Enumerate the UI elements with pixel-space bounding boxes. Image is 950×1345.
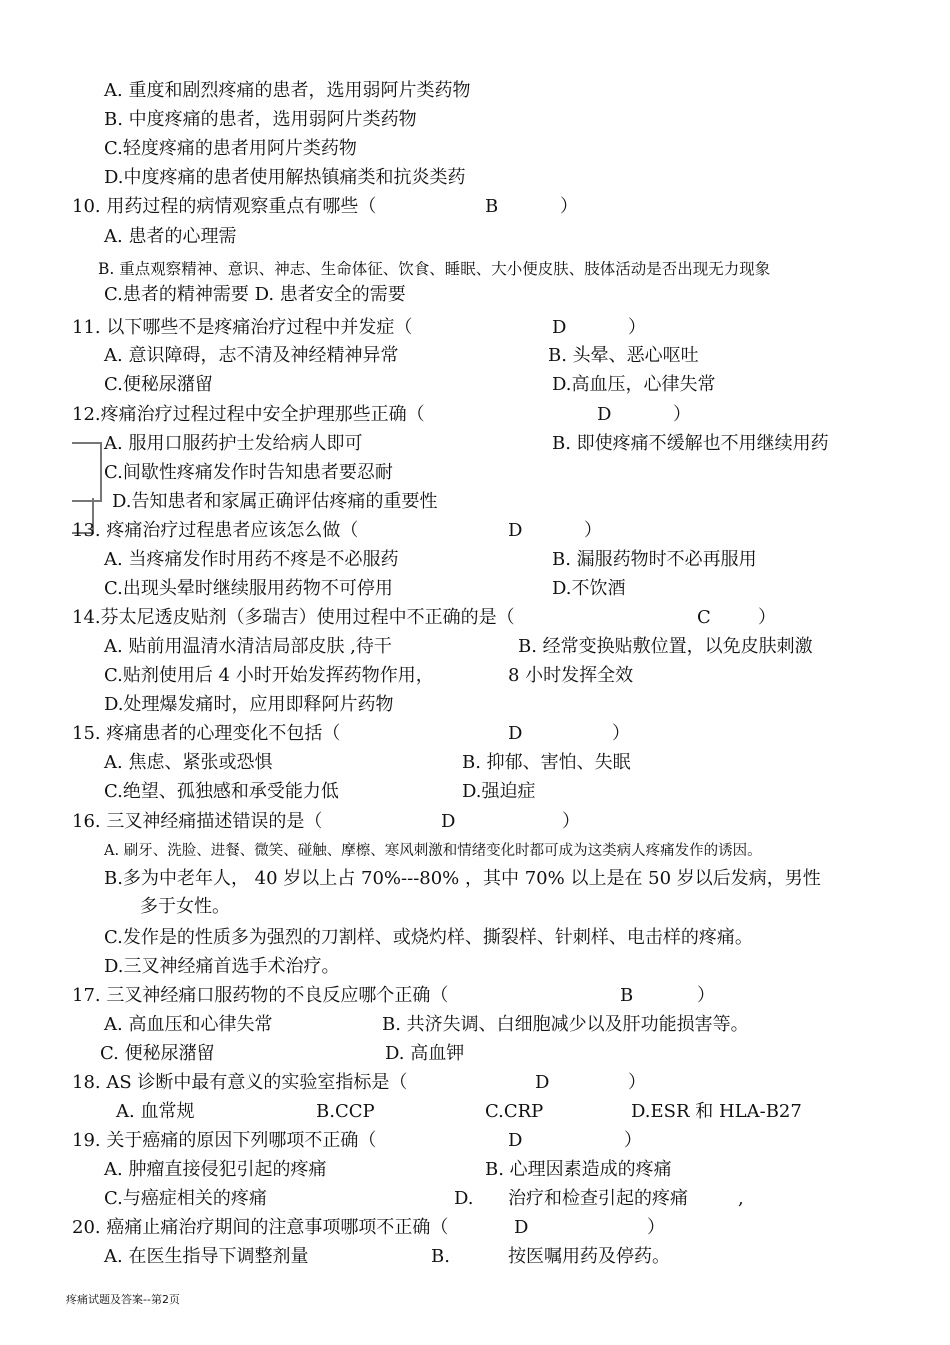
option-c: C. 便秘尿潴留 — [100, 1043, 215, 1064]
question-15-close: ） — [612, 723, 630, 744]
option-c: C.绝望、孤独感和承受能力低 — [104, 781, 339, 802]
option-b: B.多为中老年人， 40 岁以上占 70%---80% ，其中 70% 以上是在 50 岁以后发病，男性 — [104, 868, 821, 889]
answer-11: D — [552, 317, 567, 338]
option-a: A. 肿瘤直接侵犯引起的疼痛 — [104, 1159, 327, 1180]
option-b: B.CCP — [316, 1101, 375, 1122]
option-b: B. 经常变换贴敷位置，以免皮肤刺激 — [518, 636, 813, 657]
option-c: C.与癌症相关的疼痛 — [104, 1188, 267, 1209]
question-11: 11. 以下哪些不是疼痛治疗过程中并发症（ — [72, 317, 413, 338]
option-b: 按医嘱用药及停药。 — [508, 1246, 670, 1267]
option-a: A. 刷牙、洗脸、进餐、微笑、碰触、摩檫、寒风刺激和情绪变化时都可成为这类病人疼痛发作的诱因。 — [104, 843, 762, 859]
question-19-close: ） — [624, 1130, 642, 1151]
answer-20: D — [514, 1217, 529, 1238]
option-b: B. 头晕、恶心呕吐 — [548, 345, 699, 366]
option-b: B. 中度疼痛的患者，选用弱阿片类药物 — [104, 109, 417, 130]
question-20: 20. 癌痛止痛治疗期间的注意事项哪项不正确（ — [72, 1217, 449, 1238]
question-14: 14.芬太尼透皮贴剂（多瑞吉）使用过程中不正确的是（ — [72, 607, 515, 628]
option-b: B. 漏服药物时不必再服用 — [552, 549, 757, 570]
option-c: C.便秘尿潴留 — [104, 374, 213, 395]
option-c-cont: 8 小时发挥全效 — [508, 665, 634, 686]
question-17: 17. 三叉神经痛口服药物的不良反应哪个正确（ — [72, 985, 449, 1006]
question-20-close: ） — [647, 1217, 665, 1238]
question-13-close: ） — [584, 520, 602, 541]
question-13: 13. 疼痛治疗过程患者应该怎么做（ — [72, 520, 359, 541]
answer-15: D — [508, 723, 523, 744]
option-d: D. 高血钾 — [385, 1043, 465, 1064]
option-d: D.ESR 和 HLA-B27 — [631, 1101, 802, 1122]
option-a: A. 焦虑、紧张或恐惧 — [104, 752, 273, 773]
margin-bracket — [72, 442, 102, 502]
question-11-close: ） — [628, 317, 646, 338]
option-a: A. 重度和剧烈疼痛的患者，选用弱阿片类药物 — [104, 80, 471, 101]
option-b: B. 共济失调、白细胞减少以及肝功能损害等。 — [382, 1014, 749, 1035]
question-16: 16. 三叉神经痛描述错误的是（ — [72, 811, 323, 832]
answer-18: D — [535, 1072, 550, 1093]
option-c: C.CRP — [485, 1101, 544, 1122]
answer-16: D — [441, 811, 456, 832]
question-12: 12.疼痛治疗过程过程中安全护理那些正确（ — [72, 404, 425, 425]
option-b-cont: 多于女性。 — [140, 896, 230, 917]
question-18-close: ） — [628, 1072, 646, 1093]
question-19: 19. 关于癌痛的原因下列哪项不正确（ — [72, 1130, 377, 1151]
question-15: 15. 疼痛患者的心理变化不包括（ — [72, 723, 341, 744]
option-c: C.发作是的性质多为强烈的刀割样、或烧灼样、撕裂样、针刺样、电击样的疼痛。 — [104, 927, 753, 948]
answer-17: B — [620, 985, 634, 1006]
option-d: D.告知患者和家属正确评估疼痛的重要性 — [112, 491, 438, 512]
option-d: D.处理爆发痛时，应用即释阿片药物 — [104, 694, 394, 715]
question-16-close: ） — [562, 811, 580, 832]
answer-12: D — [597, 404, 612, 425]
option-a: A. 当疼痛发作时用药不疼是不必服药 — [104, 549, 399, 570]
answer-10: B — [485, 196, 499, 217]
option-b: B. 心理因素造成的疼痛 — [485, 1159, 672, 1180]
question-14-close: ） — [758, 607, 776, 628]
answer-19: D — [508, 1130, 523, 1151]
option-d: D.高血压，心律失常 — [552, 374, 716, 395]
question-18: 18. AS 诊断中最有意义的实验室指标是（ — [72, 1072, 408, 1093]
page-footer: 疼痛试题及答案--第2页 — [66, 1293, 180, 1306]
option-b-label: B. — [431, 1246, 450, 1267]
option-d: D.不饮酒 — [552, 578, 626, 599]
option-d: D.强迫症 — [462, 781, 536, 802]
option-c: C.出现头晕时继续服用药物不可停用 — [104, 578, 393, 599]
option-d: D.中度疼痛的患者使用解热镇痛类和抗炎类药 — [104, 167, 466, 188]
option-d: 治疗和检查引起的疼痛 — [508, 1188, 688, 1209]
question-10-close: ） — [560, 196, 578, 217]
option-a: A. 服用口服药护士发给病人即可 — [104, 433, 363, 454]
question-10: 10. 用药过程的病情观察重点有哪些（ — [72, 196, 377, 217]
option-c: C.间歇性疼痛发作时告知患者要忍耐 — [104, 462, 393, 483]
option-c: C.轻度疼痛的患者用阿片类药物 — [104, 138, 357, 159]
question-12-close: ） — [673, 404, 691, 425]
option-c: C.贴剂使用后 4 小时开始发挥药物作用， — [104, 665, 434, 686]
option-d-label: D. — [454, 1188, 474, 1209]
answer-14: C — [697, 607, 711, 628]
option-a: A. 患者的心理需 — [104, 226, 237, 247]
option-a: A. 高血压和心律失常 — [104, 1014, 273, 1035]
option-cd: C.患者的精神需要 D. 患者安全的需要 — [104, 284, 406, 305]
option-b: B. 抑郁、害怕、失眠 — [462, 752, 631, 773]
option-b: B. 重点观察精神、意识、神志、生命体征、饮食、睡眠、大小便皮肤、肢体活动是否出现无力现象 — [98, 260, 771, 278]
option-b: B. 即使疼痛不缓解也不用继续用药 — [552, 433, 829, 454]
option-d: D.三叉神经痛首选手术治疗。 — [104, 956, 340, 977]
option-a: A. 贴前用温清水清洁局部皮肤 ,待干 — [104, 636, 392, 657]
option-a: A. 意识障碍，志不清及神经精神异常 — [104, 345, 399, 366]
question-17-close: ） — [697, 985, 715, 1006]
option-a: A. 在医生指导下调整剂量 — [104, 1246, 309, 1267]
stray-comma: , — [738, 1188, 744, 1209]
answer-13: D — [508, 520, 523, 541]
option-a: A. 血常规 — [116, 1101, 195, 1122]
